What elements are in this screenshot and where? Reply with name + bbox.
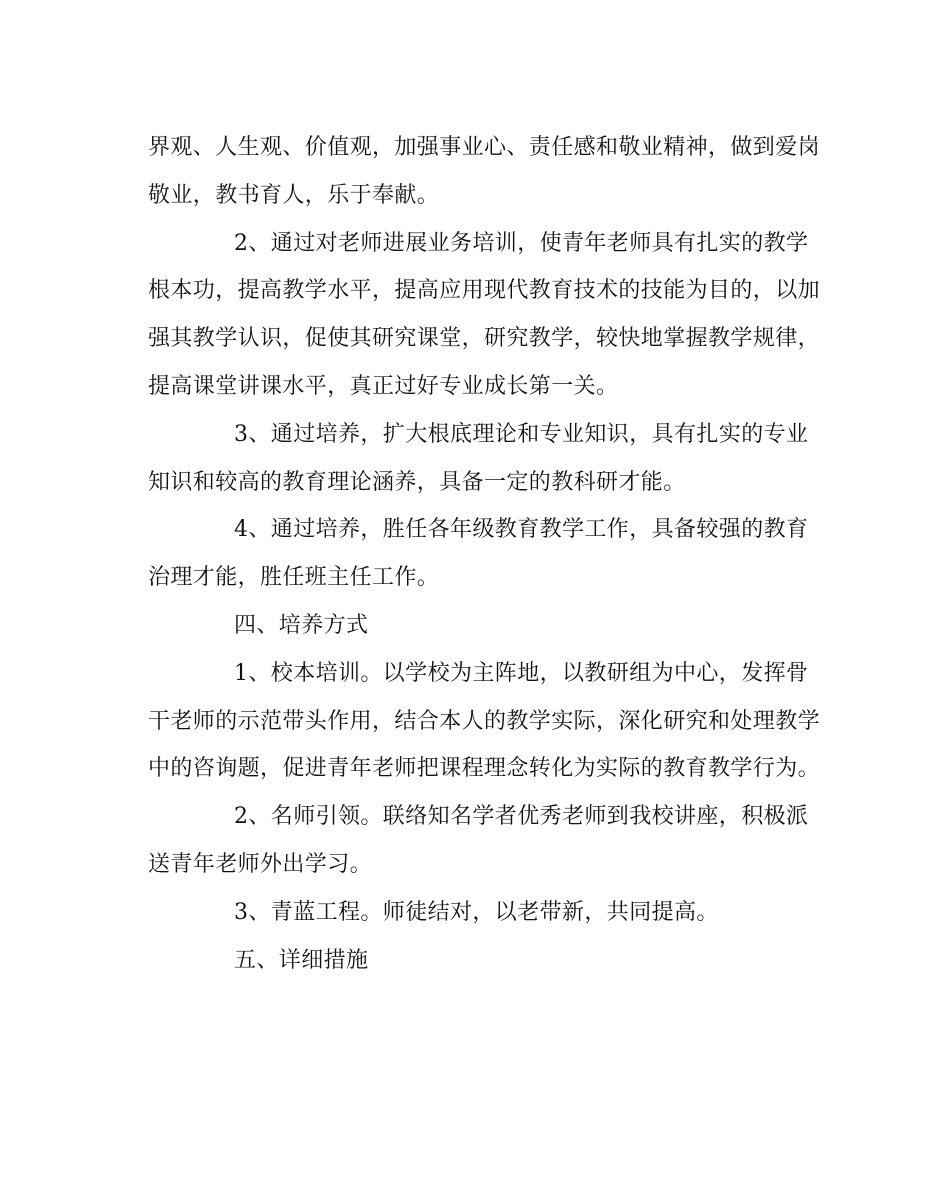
paragraph-line: 根本功，提高教学水平，提高应用现代教育技术的技能为目的，以加 bbox=[148, 278, 821, 304]
paragraph-line: 界观、人生观、价值观，加强事业心、责任感和敬业精神，做到爱岗 bbox=[148, 135, 821, 160]
paragraph-line: 中的咨询题，促进青年老师把课程理念转化为实际的教育教学行为。 bbox=[148, 756, 821, 782]
paragraph-line: 强其教学认识，促使其研究课堂，研究教学，较快地掌握教学规律， bbox=[148, 326, 821, 352]
paragraph-line: 2、名师引领。联络知名学者优秀老师到我校讲座，积极派 bbox=[234, 804, 809, 830]
paragraph-line: 3、通过培养，扩大根底理论和专业知识，具有扎实的专业 bbox=[234, 421, 809, 447]
paragraph-line: 提高课堂讲课水平，真正过好专业成长第一关。 bbox=[148, 373, 619, 399]
paragraph-line: 送青年老师外出学习。 bbox=[148, 851, 373, 877]
paragraph-line: 干老师的示范带头作用，结合本人的教学实际，深化研究和处理教学 bbox=[148, 708, 821, 734]
section-heading: 五、详细措施 bbox=[234, 947, 369, 973]
section-heading: 四、培养方式 bbox=[234, 612, 369, 638]
document-body bbox=[148, 124, 821, 984]
paragraph-line: 治理才能，胜任班主任工作。 bbox=[148, 565, 440, 591]
paragraph-line: 4、通过培养，胜任各年级教育教学工作，具备较强的教育 bbox=[234, 517, 809, 543]
paragraph-line: 2、通过对老师进展业务培训，使青年老师具有扎实的教学 bbox=[234, 230, 809, 256]
paragraph-line: 知识和较高的教育理论涵养，具备一定的教科研才能。 bbox=[148, 469, 686, 495]
paragraph-line: 敬业，教书育人，乐于奉献。 bbox=[148, 182, 440, 208]
paragraph-line: 3、青蓝工程。师徒结对，以老带新，共同提高。 bbox=[234, 899, 719, 925]
paragraph-line: 1、校本培训。以学校为主阵地，以教研组为中心，发挥骨 bbox=[234, 660, 809, 686]
